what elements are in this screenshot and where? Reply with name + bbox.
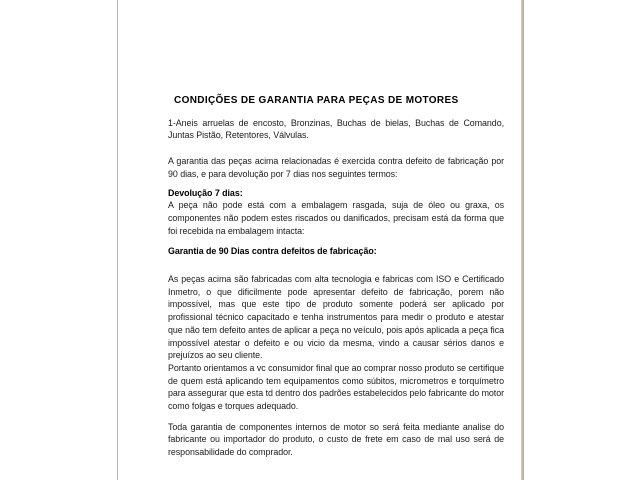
closing-paragraph: Toda garantia de componentes internos de motor so será feita mediante analise do fabricante ou importador do produto, o custo de frete em caso de mal uso será de responsabilidade do comprador. xyxy=(168,421,504,458)
garantia-paragraph-1: As peças acima são fabricadas com alta tecnologia e fabricas com ISO e Certificado Inmetro, o que dificilmente pode apresentar defeito de fabricação, porem não impossível, mas que este tipo de produto somente poderá ser aplicado por profissional técnico capacitado e tenha instrumentos para medir o produto e atestar que não tem defeito antes de aplicar a peça no veículo, pois após aplicada a peça fica impossível atestar o defeito e ou vicio da mesma, vindo a causar sérios danos e prejuízos ao seu cliente. xyxy=(168,274,504,361)
page-left-edge-line xyxy=(117,0,118,480)
parts-list-paragraph: 1-Aneis arruelas de encosto, Bronzinas, Buchas de bielas, Buchas de Comando, Juntas Pistão, Retentores, Válvulas. xyxy=(168,117,504,141)
warranty-summary-paragraph: A garantia das peças acima relacionadas é exercida contra defeito de fabricação por 90 dias, e para devolução por 7 dias nos seguintes termos: xyxy=(168,156,504,179)
document-title: CONDIÇÕES DE GARANTIA PARA PEÇAS DE MOTORES xyxy=(174,95,459,106)
devolucao-paragraph: A peça não pode está com a embalagem rasgada, suja de óleo ou graxa, os componentes não podem estes riscados ou danificados, precisam está da forma que foi recebida na embalagem intacta: xyxy=(168,200,504,236)
devolucao-heading: Devolução 7 dias: xyxy=(168,187,243,198)
garantia-heading: Garantia de 90 Dias contra defeitos de fabricação: xyxy=(168,246,377,257)
garantia-paragraph-2: Portanto orientamos a vc consumidor final que ao comprar nosso produto se certifique de quem está aplicando tem equipamentos como súbitos, micrometros e torquímetro para assegurar que esta td dentro dos padrões estabelecidos pelo fabricante do motor como folgas e torques adequado. xyxy=(168,362,504,412)
page-right-edge-line xyxy=(521,0,524,480)
document-body xyxy=(168,95,504,459)
